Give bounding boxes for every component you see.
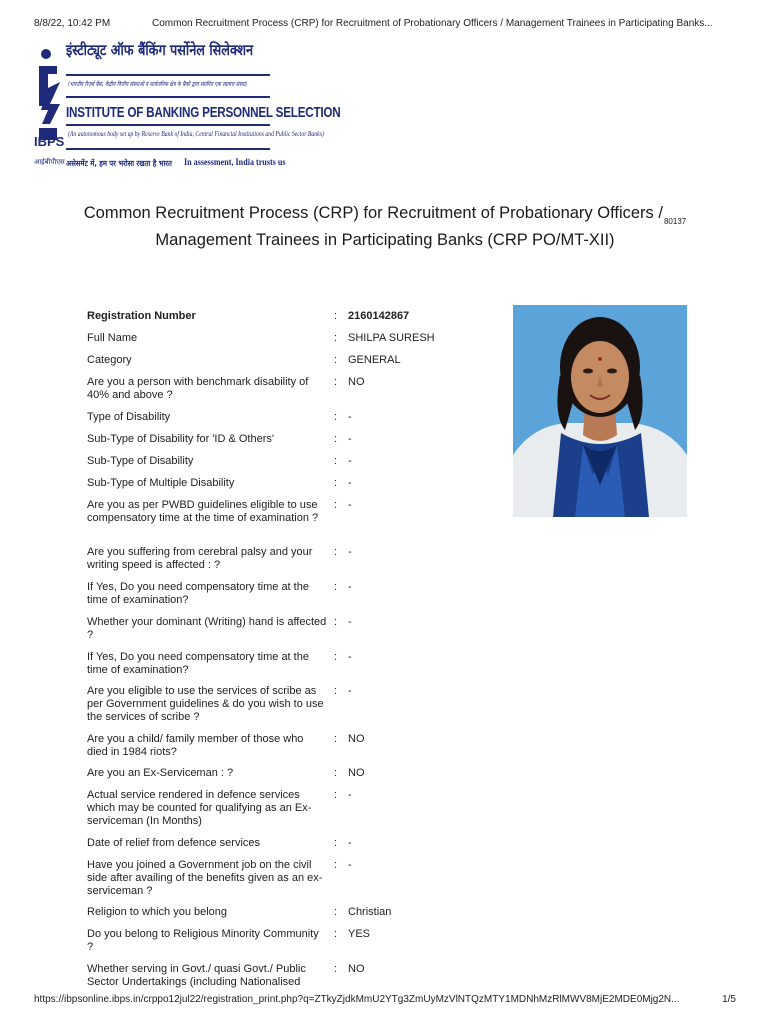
field-label: Are you a person with benchmark disability of 40% and above ?: [87, 376, 309, 401]
field-label: Religion to which you belong: [87, 906, 228, 918]
logo-short-name: IBPS: [34, 134, 65, 149]
field-separator: :: [334, 310, 338, 322]
print-timestamp: 8/8/22, 10:42 PM: [34, 18, 111, 29]
field-separator: :: [334, 581, 338, 593]
field-label: Have you joined a Government job on the civil side after availing of the benefits given as an ex-serviceman ?: [87, 859, 323, 897]
field-separator: :: [334, 616, 338, 628]
field-value: NO: [348, 767, 365, 779]
field-value: Christian: [348, 906, 392, 918]
field-separator: :: [334, 733, 338, 745]
field-value: -: [348, 651, 352, 663]
field-value: NO: [348, 963, 365, 975]
field-label: Are you a child/ family member of those who died in 1984 riots?: [87, 733, 304, 758]
document-title-line-2: Management Trainees in Participating Banks (CRP PO/MT-XII): [155, 231, 615, 249]
field-separator: :: [334, 906, 338, 918]
field-separator: :: [334, 499, 338, 511]
field-label: Registration Number: [87, 310, 196, 322]
field-label: Actual service rendered in defence services which may be counted for qualifying as an Ex-serviceman (In Months): [87, 789, 312, 827]
logo-english-subtitle: (An autonomous body set up by Reserve Bank of India, Central Financial Institutions and Public Sector Banks): [68, 130, 324, 138]
field-label: Are you as per PWBD guidelines eligible to use compensatory time at the time of examination ?: [87, 499, 319, 524]
logo-motto-hindi: असेसमेंट में, हम पर भरोसा रखता है भारत: [66, 159, 172, 168]
field-label: Whether serving in Govt./ quasi Govt./ Public Sector Undertakings (including Nationalised: [87, 963, 306, 988]
field-separator: :: [334, 455, 338, 467]
ibps-emblem-icon: [34, 44, 65, 170]
field-value: SHILPA SURESH: [348, 332, 435, 344]
logo-motto-english: In assessment, India trusts us: [184, 157, 286, 167]
field-value: 2160142867: [348, 310, 410, 322]
field-label: Are you suffering from cerebral palsy and your writing speed is affected : ?: [87, 546, 313, 571]
field-label: Date of relief from defence services: [87, 837, 261, 849]
field-separator: :: [334, 546, 338, 558]
field-value: -: [348, 685, 352, 697]
field-separator: :: [334, 651, 338, 663]
field-separator: :: [334, 376, 338, 388]
field-label: If Yes, Do you need compensatory time at the time of examination?: [87, 581, 309, 606]
field-value: NO: [348, 733, 365, 745]
field-separator: :: [334, 477, 338, 489]
candidate-photo-image: [513, 305, 687, 517]
print-url: https://ibpsonline.ibps.in/crppo12jul22/registration_print.php?q=ZTkyZjdkMmU2YTg3ZmUyMzVlNTQzMTY1MDNhMzRlMWV8MjE2MDE0Mjg2N...: [34, 994, 680, 1005]
field-separator: :: [334, 963, 338, 975]
field-label: Whether your dominant (Writing) hand is affected ?: [87, 616, 327, 641]
field-value: -: [348, 837, 352, 849]
field-label: Do you belong to Religious Minority Community ?: [87, 928, 319, 953]
logo-divider: [66, 124, 270, 126]
page-number: 1/5: [722, 994, 736, 1005]
print-header: [34, 18, 744, 29]
print-page-title: Common Recruitment Process (CRP) for Recruitment of Probationary Officers / Management Trainees in Participating Banks...: [152, 18, 713, 29]
document-title: [60, 204, 710, 250]
field-value: -: [348, 859, 352, 871]
field-value: -: [348, 433, 352, 445]
field-value: -: [348, 581, 352, 593]
print-footer: [34, 994, 738, 1005]
field-value: -: [348, 477, 352, 489]
logo-divider: [66, 96, 270, 98]
field-separator: :: [334, 837, 338, 849]
logo-english-name: INSTITUTE OF BANKING PERSONNEL SELECTION: [66, 104, 341, 121]
field-label: Sub-Type of Disability for 'ID & Others': [87, 433, 274, 445]
field-separator: :: [334, 859, 338, 871]
field-value: -: [348, 546, 352, 558]
field-label: Category: [87, 354, 132, 366]
logo-divider: [66, 74, 270, 76]
field-separator: :: [334, 685, 338, 697]
field-separator: :: [334, 411, 338, 423]
field-separator: :: [334, 767, 338, 779]
logo-divider: [66, 148, 270, 150]
field-label: Are you an Ex-Serviceman : ?: [87, 767, 234, 779]
field-value: -: [348, 499, 352, 511]
logo-hindi-name: इंस्टीट्यूट ऑफ बैंकिंग पर्सोनेल सिलेक्शन: [66, 41, 254, 59]
field-value: -: [348, 455, 352, 467]
field-label: Type of Disability: [87, 411, 171, 423]
field-value: YES: [348, 928, 371, 940]
ibps-logo: [34, 36, 341, 176]
field-label: Are you eligible to use the services of scribe as per Government guidelines & do you wish to use the services of scribe ?: [87, 685, 324, 723]
field-label: Sub-Type of Multiple Disability: [87, 477, 235, 489]
document-code: 80137: [663, 217, 687, 226]
field-value: -: [348, 789, 352, 801]
field-value: NO: [348, 376, 365, 388]
logo-hindi-subtitle: (भारतीय रिज़र्व बैंक, केंद्रीय वित्तीय संस्थाओं व सार्वजनिक क्षेत्र के बैंकों द्वारा स्थापित एक स्वायत्त संस्था): [68, 81, 248, 88]
field-separator: :: [334, 433, 338, 445]
field-separator: :: [334, 789, 338, 801]
field-value: -: [348, 411, 352, 423]
document-title-line-1: Common Recruitment Process (CRP) for Recruitment of Probationary Officers /: [83, 204, 663, 222]
field-separator: :: [334, 354, 338, 366]
field-separator: :: [334, 928, 338, 940]
field-label: Full Name: [87, 332, 138, 344]
logo-short-name-hindi: आईबीपीएस: [34, 158, 65, 166]
field-separator: :: [334, 332, 338, 344]
field-value: -: [348, 616, 352, 628]
field-label: Sub-Type of Disability: [87, 455, 194, 467]
field-label: If Yes, Do you need compensatory time at the time of examination?: [87, 651, 309, 676]
candidate-photo: [513, 305, 687, 517]
field-value: GENERAL: [348, 354, 401, 366]
